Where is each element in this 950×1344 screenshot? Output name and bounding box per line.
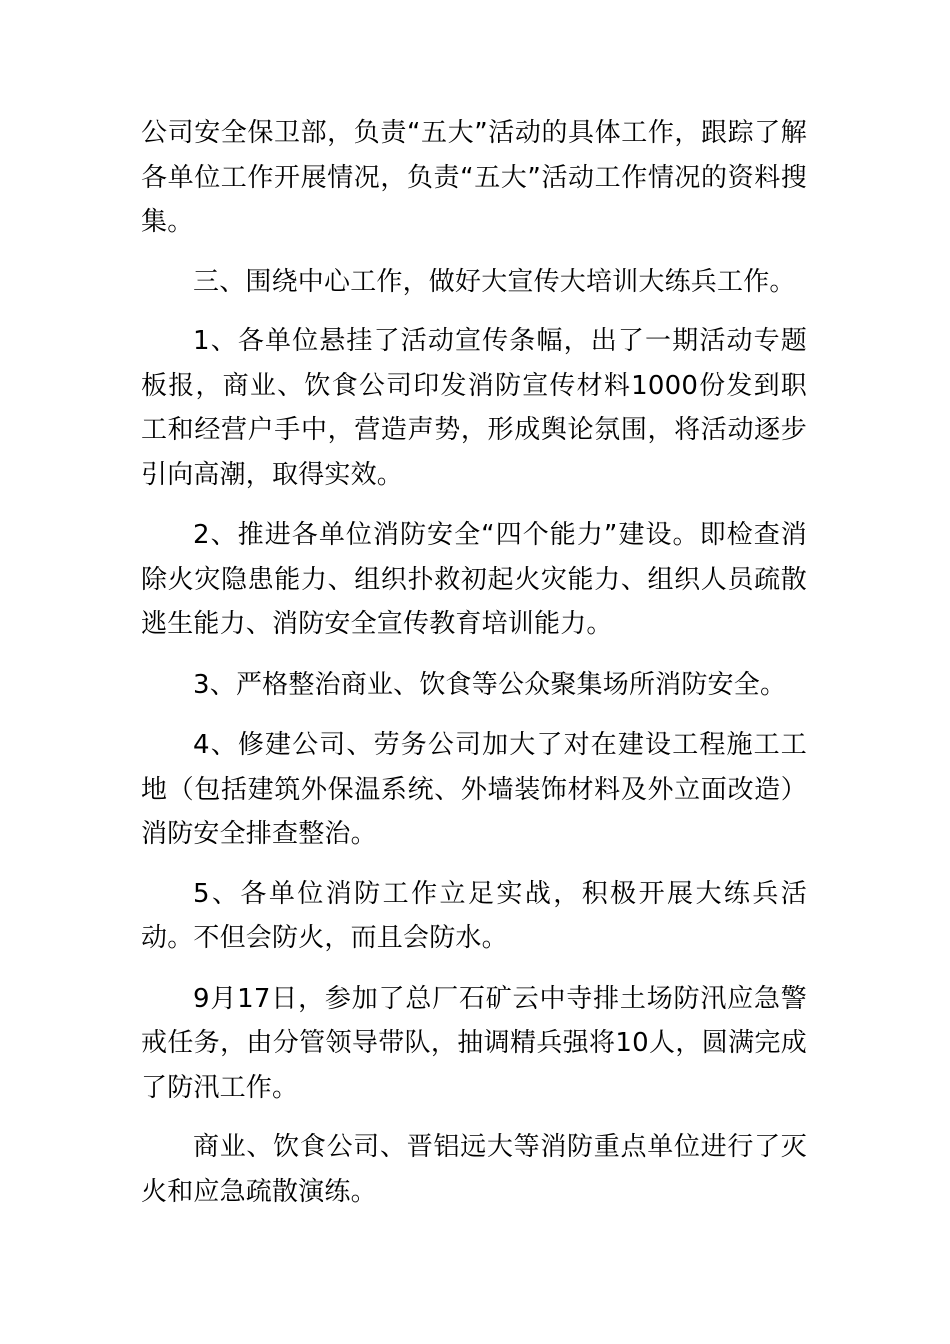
paragraph-item-2: 2、推进各单位消防安全“四个能力”建设。即检查消除火灾隐患能力、组织扑救初起火灾能力、组织人员疏散逃生能力、消防安全宣传教育培训能力。 xyxy=(141,520,807,639)
paragraph-item-3: 3、严格整治商业、饮食等公众聚集场所消防安全。 xyxy=(193,669,787,700)
document-body xyxy=(141,111,807,1214)
paragraph-1: 公司安全保卫部，负责“五大”活动的具体工作，跟踪了解各单位工作开展情况，负责“五大”活动工作情况的资料搜集。 xyxy=(141,118,807,237)
paragraph-item-4: 4、修建公司、劳务公司加大了对在建设工程施工工地（包括建筑外保温系统、外墙装饰材料及外立面改造）消防安全排查整治。 xyxy=(141,730,807,849)
paragraph-item-1: 1、各单位悬挂了活动宣传条幅，出了一期活动专题板报，商业、饮食公司印发消防宣传材料1000份发到职工和经营户手中，营造声势，形成舆论氛围，将活动逐步引向高潮，取得实效。 xyxy=(141,326,807,490)
paragraph-item-5: 5、各单位消防工作立足实战，积极开展大练兵活动。不但会防火，而且会防水。 xyxy=(141,878,807,953)
paragraph-flood-task: 9月17日，参加了总厂石矿云中寺排土场防汛应急警戒任务，由分管领导带队，抽调精兵强将10人，圆满完成了防汛工作。 xyxy=(141,983,807,1103)
section-heading-3: 三、围绕中心工作，做好大宣传大培训大练兵工作。 xyxy=(193,266,796,297)
paragraph-drill: 商业、饮食公司、晋铝远大等消防重点单位进行了灭火和应急疏散演练。 xyxy=(141,1132,807,1207)
